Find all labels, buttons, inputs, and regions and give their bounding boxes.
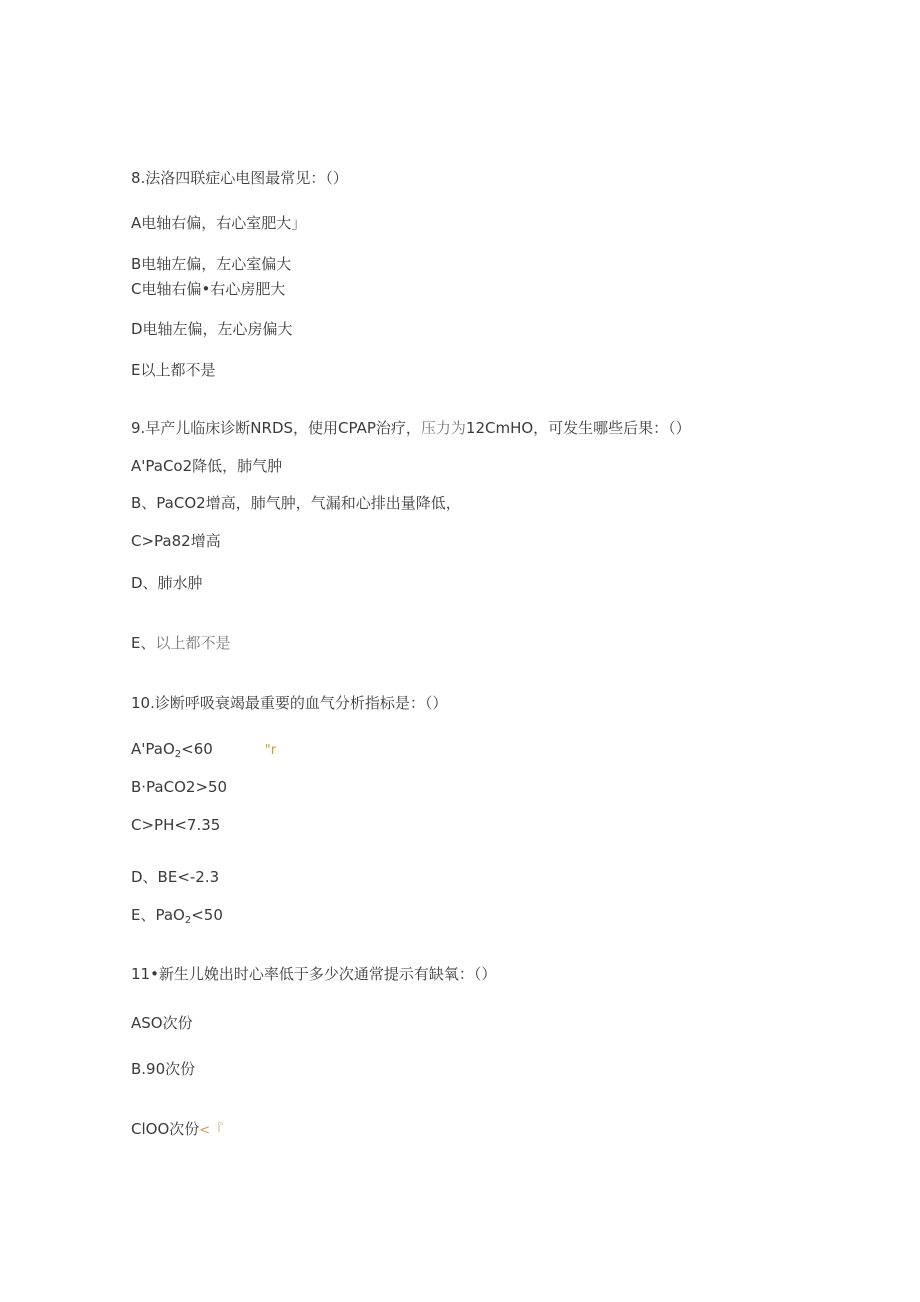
q9-option-a-text: 降低，肺气肿 <box>192 457 283 475</box>
q9-stem-part3: 12CmHO，可发生哪些后果：（） <box>465 419 691 437</box>
q9-option-b-formula: B、PaCO2 <box>131 494 206 512</box>
q10-option-a <box>131 739 276 765</box>
q9-option-b-text: 增高，肺气肿，气漏和心排出量降低， <box>205 494 461 512</box>
q9-option-a-formula: A'PaCo2 <box>131 457 193 475</box>
q11-option-c <box>131 1119 223 1141</box>
q9-option-c: C>Pa82增高 <box>131 532 221 550</box>
q9-option-e-text: 以上都不是 <box>155 634 231 652</box>
q10-option-e-formula: E、PaO <box>131 906 185 924</box>
q10-option-d: D、BE<-2.3 <box>131 868 220 886</box>
q8-option-e: E以上都不是 <box>131 361 216 379</box>
q10-option-c: C>PH<7.35 <box>131 816 221 834</box>
q9-option-d: D、肺水肿 <box>131 574 203 592</box>
q10-stray-mark: "r <box>264 743 277 758</box>
q9-stem-part2: 压力为 <box>420 419 466 437</box>
q9-option-e-letter: E、 <box>131 634 156 652</box>
q11-option-c-text: ClOO次份 <box>131 1120 200 1138</box>
q9-option-b <box>131 493 461 513</box>
q10-stem: 10.诊断呼吸衰竭最重要的血气分析指标是：（） <box>131 694 448 712</box>
q9-stem-part1: 9.早产儿临床诊断NRDS，使用CPAP治疗， <box>131 419 421 437</box>
q9-option-a <box>131 456 282 476</box>
q8-option-d: D电轴左偏，左心房偏大 <box>131 320 293 338</box>
q11-option-b: B.90次份 <box>131 1060 196 1078</box>
q10-option-a-value: <60 <box>181 740 213 758</box>
q8-option-c: C电轴右偏•右心房肥大 <box>131 280 286 298</box>
q10-option-b: B·PaCO2>50 <box>131 778 228 796</box>
q11-option-a: ASO次份 <box>131 1014 193 1032</box>
q10-option-a-subscript: 2 <box>174 749 182 760</box>
q8-option-a: A电轴右偏，右心室肥大」 <box>131 214 307 232</box>
q9-stem <box>131 418 691 438</box>
q10-option-a-formula: A'PaO <box>131 740 175 758</box>
q10-option-e <box>131 905 223 931</box>
q11-stem: 11•新生儿娩出时心率低于多少次通常提示有缺氧：（） <box>131 965 497 983</box>
q8-stem: 8.法洛四联症心电图最常见：（） <box>131 169 348 187</box>
q9-option-e <box>131 633 231 653</box>
q10-option-e-value: <50 <box>191 906 223 924</box>
q8-option-b: B电轴左偏，左心室偏大 <box>131 255 292 273</box>
q10-option-e-subscript: 2 <box>184 915 192 926</box>
q11-stray-mark: <『 <box>199 1123 224 1138</box>
